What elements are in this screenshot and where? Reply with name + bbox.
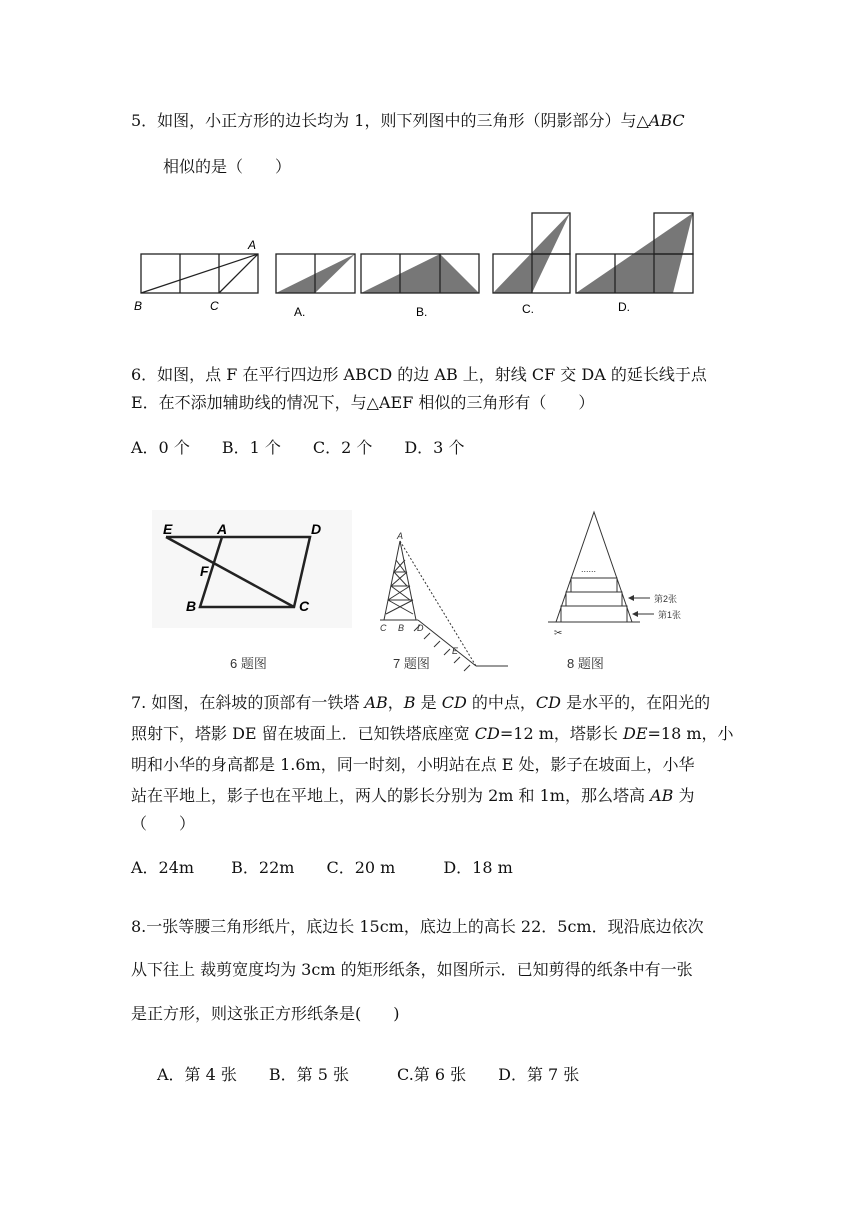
option-d-label: D. xyxy=(618,300,630,314)
q7-var: AB xyxy=(364,693,388,712)
q7-text: 的中点， xyxy=(466,693,536,712)
q7-text: 为 xyxy=(673,786,695,805)
label-a: A xyxy=(397,531,404,541)
label-b: B xyxy=(134,299,143,313)
label-a: A xyxy=(248,238,257,252)
q7-text: =12 m，塔影长 xyxy=(499,724,623,743)
q7-line2 xyxy=(131,724,734,744)
q7-text: 站在平地上，影子也在平地上，两人的影长分别为 2m 和 1m，那么塔高 xyxy=(131,786,651,805)
q7-text: 照射下，塔影 DE 留在坡面上．已知铁塔底座宽 xyxy=(131,724,475,743)
q8-line2: 从下往上 裁剪宽度均为 3cm 的矩形纸条，如图所示．已知剪得的纸条中有一张 xyxy=(131,960,693,979)
label-f: F xyxy=(200,563,209,579)
q7-var: AB xyxy=(650,786,674,805)
option-d-triangle xyxy=(576,213,693,293)
label-d: D xyxy=(311,521,322,537)
q7-text: ， xyxy=(387,693,404,712)
q7-line3: 明和小华的身高都是 1.6m，同一时刻，小明站在点 E 处，影子在坡面上，小华 xyxy=(131,755,695,774)
option-b-triangle xyxy=(361,254,479,293)
q7-var: DE xyxy=(622,724,648,743)
q7-text: 7. 如图，在斜坡的顶部有一铁塔 xyxy=(131,693,365,712)
fig7-caption: 7 题图 xyxy=(393,656,430,671)
label-c: C xyxy=(299,598,310,614)
figure-8 xyxy=(0,505,860,685)
label-b: B xyxy=(398,623,405,633)
q7-text: =18 m，小 xyxy=(647,724,734,743)
q6-line2: E．在不添加辅助线的情况下，与△AEF 相似的三角形有（ ） xyxy=(131,393,595,412)
q5-figure xyxy=(0,205,860,325)
q5-line2: 相似的是（ ） xyxy=(163,157,292,176)
label-a: A xyxy=(217,521,228,537)
q8-line3: 是正方形，则这张正方形纸条是( ) xyxy=(131,1004,400,1023)
q8-line1: 8.一张等腰三角形纸片，底边长 15cm，底边上的高长 22．5cm．现沿底边依次 xyxy=(131,917,704,936)
fig8-dots: ...... xyxy=(581,564,597,574)
q7-text: 是 xyxy=(415,693,442,712)
label-c: C xyxy=(380,623,387,633)
q5-triangle-name: ABC xyxy=(648,111,685,130)
option-a-label: A. xyxy=(294,305,306,319)
q7-var: CD xyxy=(474,724,500,743)
q7-line1 xyxy=(131,693,710,713)
q7-options: A．24m B．22m C．20 m D．18 m xyxy=(131,858,513,877)
q7-var: CD xyxy=(441,693,467,712)
q8-options: A．第 4 张 B．第 5 张 C.第 6 张 D．第 7 张 xyxy=(157,1065,580,1084)
q7-line5: （ ） xyxy=(131,814,196,833)
label-d: D xyxy=(417,623,424,633)
q7-text: 是水平的，在阳光的 xyxy=(560,693,711,712)
label-e: E xyxy=(163,521,173,537)
q5-line1 xyxy=(131,111,685,131)
label-e: E xyxy=(452,646,459,656)
scissors-icon: ✂ xyxy=(554,628,563,639)
q6-line1: 6．如图，点 F 在平行四边形 ABCD 的边 AB 上，射线 CF 交 DA 的延长线于点 xyxy=(131,365,707,384)
option-b-label: B. xyxy=(416,305,428,319)
q7-var: B xyxy=(403,693,416,712)
label-b: B xyxy=(186,598,197,614)
q5-text: 5．如图，小正方形的边长均为 1，则下列图中的三角形（阴影部分）与△ xyxy=(131,111,649,130)
fig8-label-2: 第2张 xyxy=(654,594,678,604)
q7-var: CD xyxy=(535,693,561,712)
fig6-caption: 6 题图 xyxy=(230,656,267,671)
q7-line4 xyxy=(131,786,694,806)
option-c-label: C. xyxy=(522,302,534,316)
q6-options: A．0 个 B．1 个 C．2 个 D．3 个 xyxy=(131,438,465,457)
label-c: C xyxy=(210,299,219,313)
fig8-label-1: 第1张 xyxy=(658,610,682,620)
fig8-caption: 8 题图 xyxy=(567,656,604,671)
